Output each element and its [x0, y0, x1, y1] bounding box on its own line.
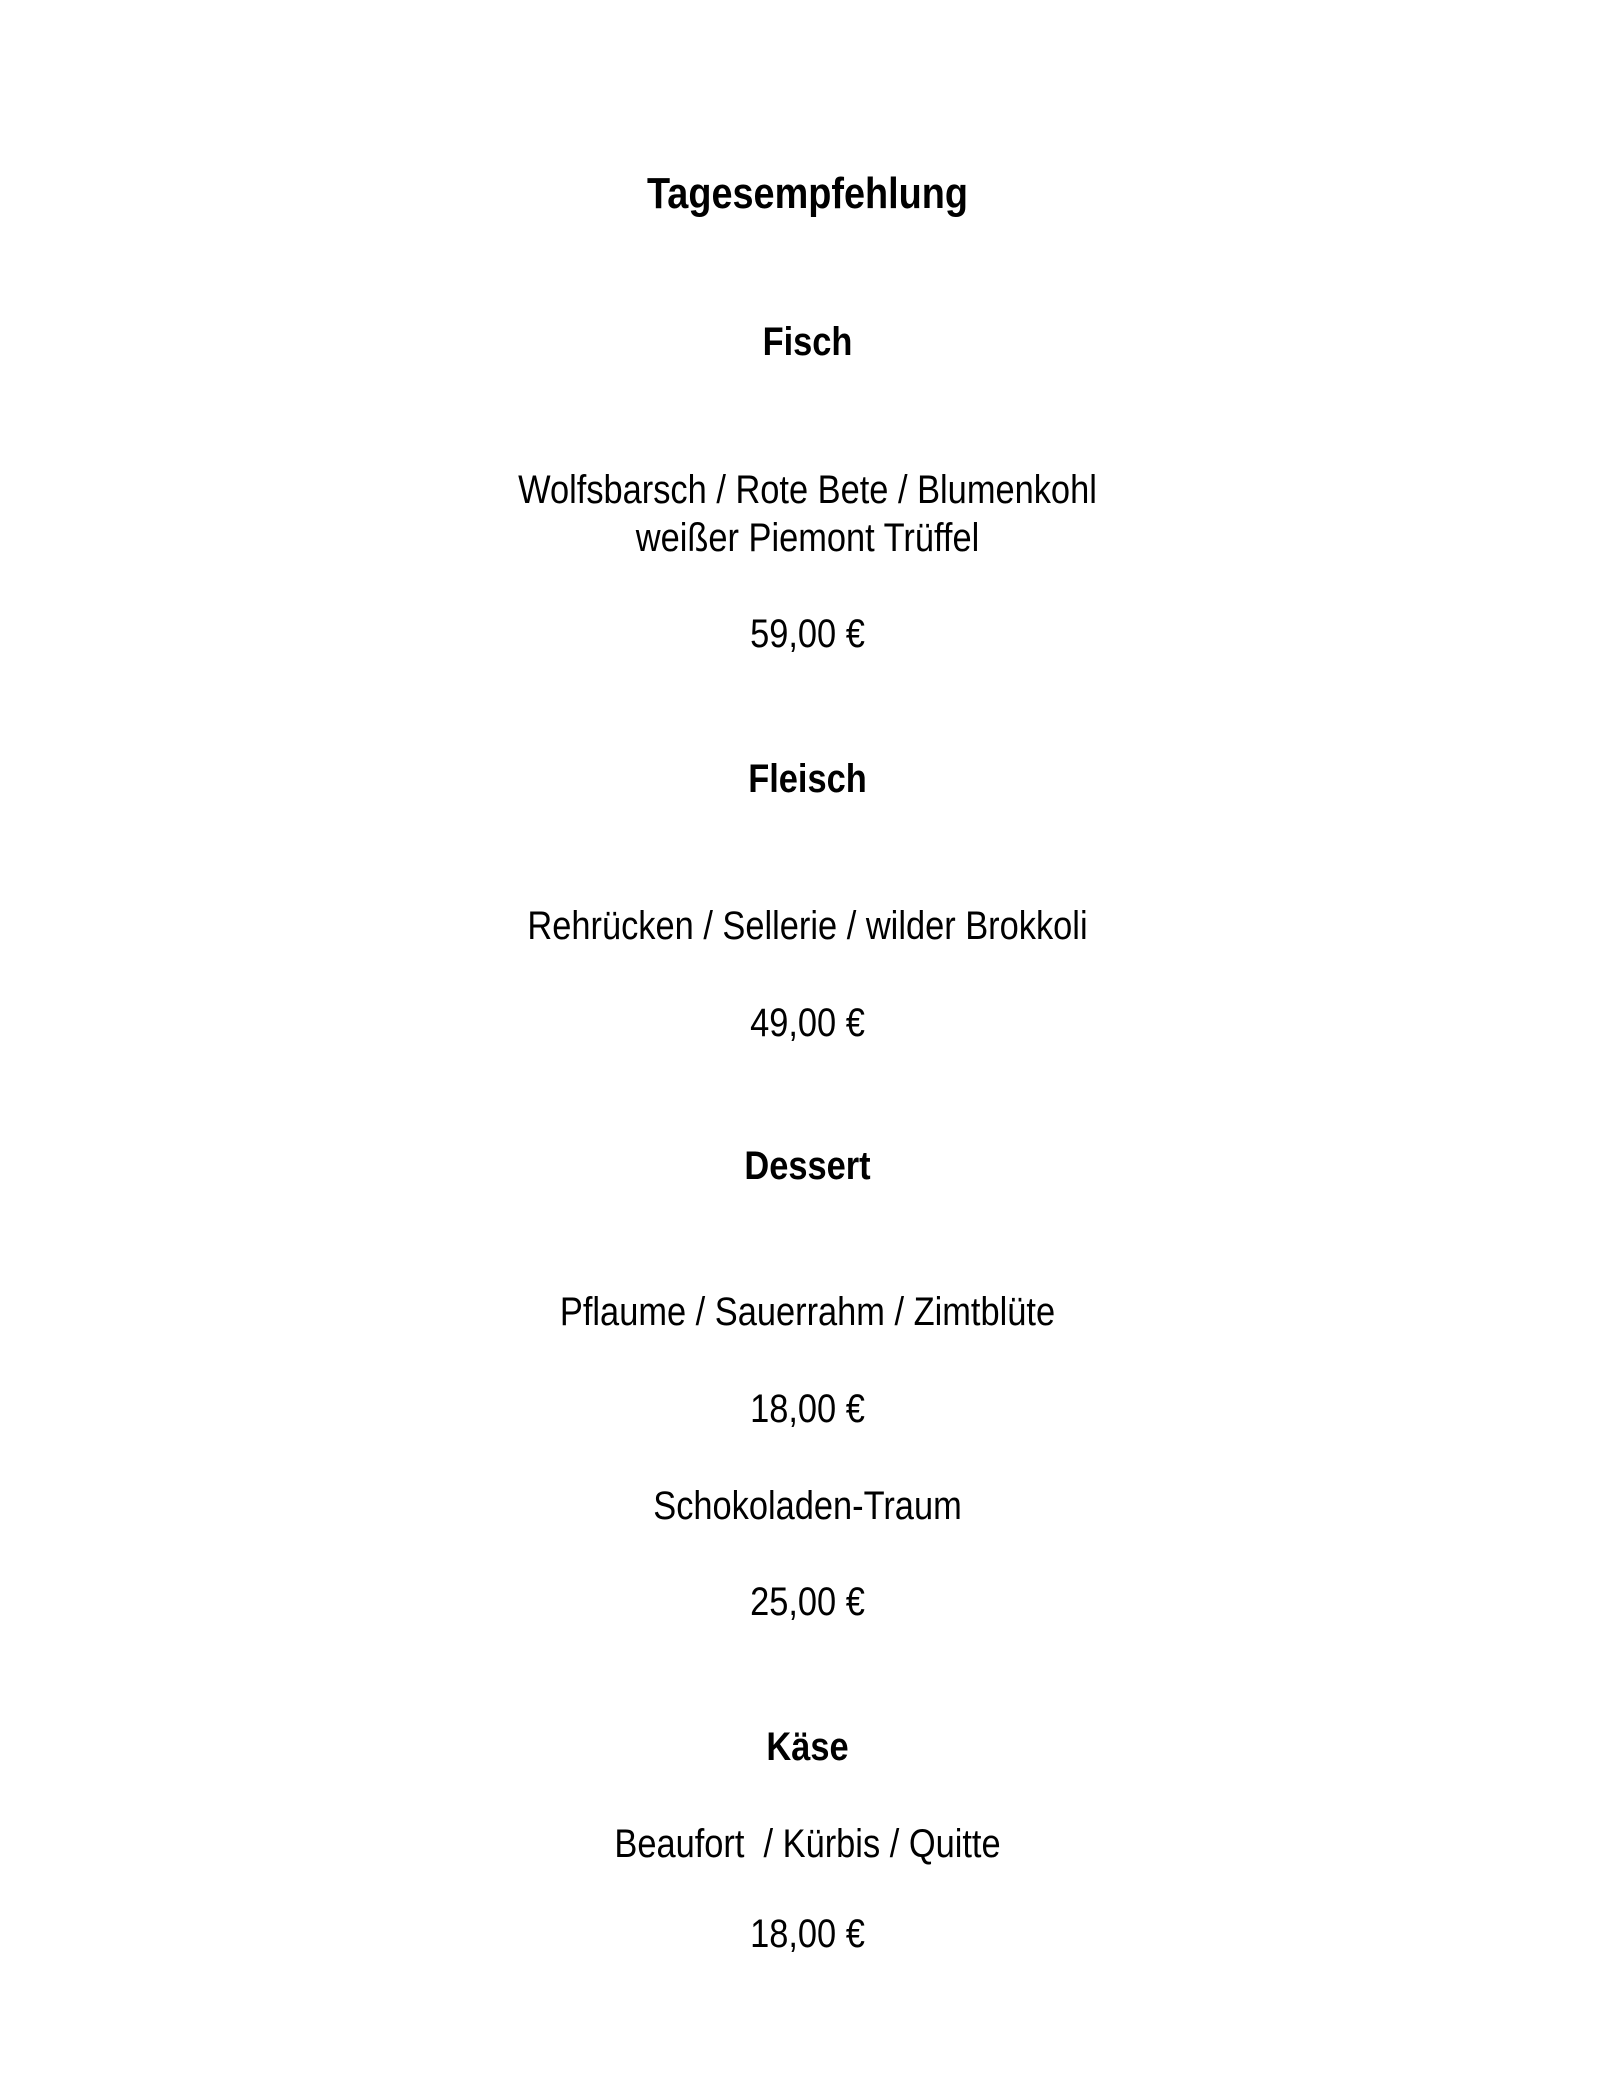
dish-line: Pflaume / Sauerrahm / Zimtblüte — [559, 1290, 1056, 1334]
dish-line: Rehrücken / Sellerie / wilder Brokkoli — [527, 904, 1088, 948]
dish-price: 25,00 € — [750, 1580, 865, 1624]
dish-price: 18,00 € — [750, 1912, 865, 1956]
section-heading: Käse — [766, 1725, 849, 1769]
dish-price: 49,00 € — [750, 1001, 865, 1045]
page-title: Tagesempfehlung — [647, 169, 968, 218]
dish-line: Schokoladen-Traum — [653, 1484, 962, 1528]
section-heading: Dessert — [744, 1144, 871, 1188]
section-heading: Fisch — [762, 320, 853, 364]
dish-price: 59,00 € — [750, 612, 865, 656]
section-heading: Fleisch — [748, 757, 867, 801]
dish-price: 18,00 € — [750, 1387, 865, 1431]
dish-line: Beaufort / Kürbis / Quitte — [614, 1822, 1001, 1866]
dish-line: weißer Piemont Trüffel — [635, 516, 980, 560]
dish-line: Wolfsbarsch / Rote Bete / Blumenkohl — [518, 468, 1097, 512]
